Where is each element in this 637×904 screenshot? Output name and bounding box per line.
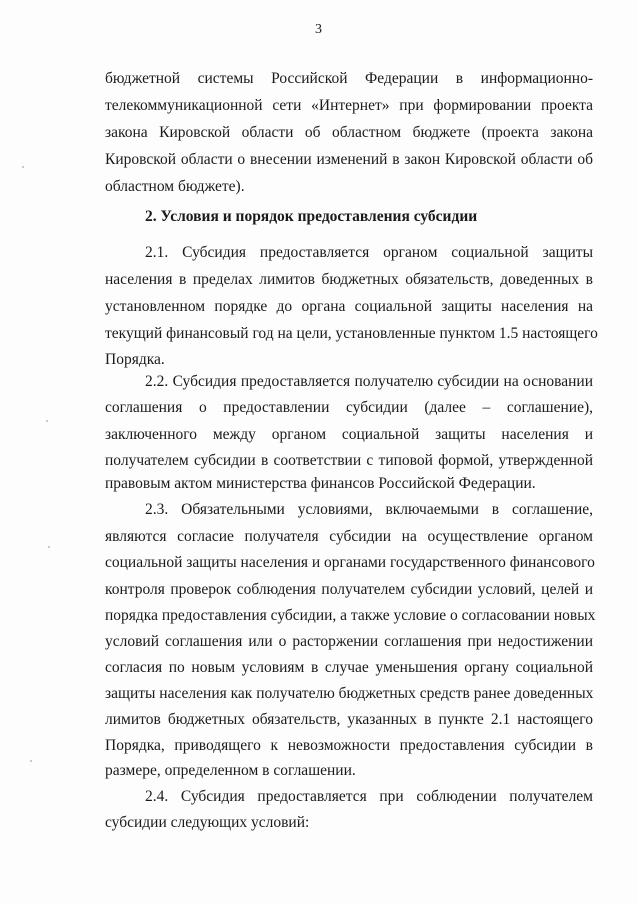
intro-line-2: телекоммуникационной сети «Интернет» при формировании проекта <box>105 97 593 114</box>
p2-3-line-10: Порядка, приводящего к невозможности предоставления субсидии в <box>105 737 593 754</box>
intro-line-4: Кировской области о внесении изменений в закон Кировской области об <box>105 151 593 168</box>
p2-2-line-1: 2.2. Субсидия предоставляется получателю субсидии на основании <box>145 373 593 390</box>
p2-3-line-3: социальной защиты населения и органами государственного финансового <box>105 554 595 571</box>
p2-4-line-1: 2.4. Субсидия предоставляется при соблюдении получателем <box>145 788 593 805</box>
p2-3-line-4: контроля проверок соблюдения получателем субсидии условий, целей и <box>105 581 593 598</box>
scan-speck <box>48 546 50 548</box>
p2-1-line-1: 2.1. Субсидия предоставляется органом социальной защиты <box>145 244 593 261</box>
intro-line-5: областном бюджете). <box>105 178 245 195</box>
p2-2-line-3: заключенного между органом социальной защиты населения и <box>105 426 593 443</box>
p2-2-line-2: соглашения о предоставлении субсидии (далее – соглашение), <box>105 399 593 416</box>
p2-1-line-5: Порядка. <box>105 351 165 368</box>
scan-speck <box>30 760 32 762</box>
p2-3-line-11: размере, определенном в соглашении. <box>105 762 356 779</box>
p2-1-line-3: установленном порядке до органа социальной защиты населения на <box>105 298 593 315</box>
p2-3-line-7: согласия по новым условиям в случае уменьшения органу социальной <box>105 659 593 676</box>
intro-line-1: бюджетной системы Российской Федерации в информационно- <box>105 70 593 87</box>
p2-3-line-5: порядка предоставления субсидии, а также условие о согласовании новых <box>105 607 596 624</box>
p2-4-line-2: субсидии следующих условий: <box>105 814 310 831</box>
p2-1-line-4: текущий финансовый год на цели, установленные пунктом 1.5 настоящего <box>105 325 598 342</box>
p2-2-line-5: правовым актом министерства финансов Российской Федерации. <box>105 475 536 492</box>
p2-3-line-1: 2.3. Обязательными условиями, включаемыми в соглашение, <box>145 501 593 518</box>
intro-line-3: закона Кировской области об областном бюджете (проекта закона <box>105 124 593 141</box>
section-heading: 2. Условия и порядок предоставления субсидии <box>145 208 478 225</box>
p2-3-line-6: условий соглашения или о расторжении соглашения при недостижении <box>105 633 593 650</box>
page-number: 3 <box>315 22 322 37</box>
p2-3-line-8: защиты населения как получателю бюджетных средств ранее доведенных <box>105 685 594 702</box>
p2-3-line-9: лимитов бюджетных обязательств, указанных в пункте 2.1 настоящего <box>105 711 593 728</box>
scan-speck <box>22 166 24 168</box>
p2-3-line-2: являются согласие получателя субсидии на осуществление органом <box>105 528 593 545</box>
p2-2-line-4: получателем субсидии в соответствии с типовой формой, утвержденной <box>105 452 593 469</box>
p2-1-line-2: населения в пределах лимитов бюджетных обязательств, доведенных в <box>105 271 593 288</box>
scan-speck <box>46 420 48 422</box>
